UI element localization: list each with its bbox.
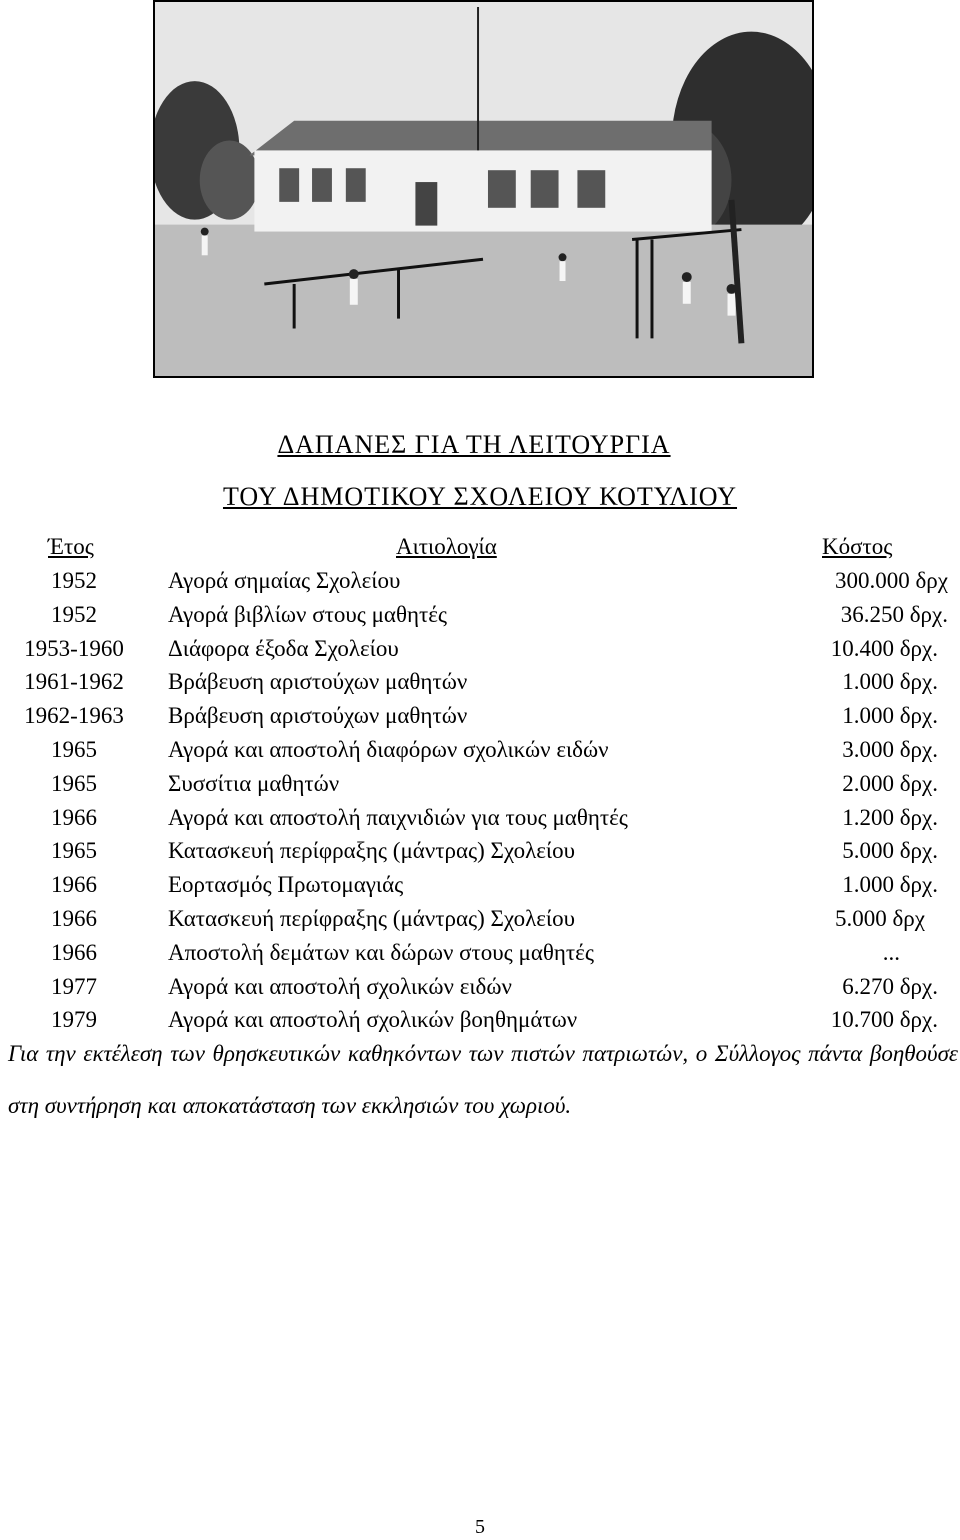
row-cost: 1.000 δρχ.	[842, 872, 938, 898]
row-cost: 5.000 δρχ.	[842, 838, 938, 864]
row-cost: ...	[882, 939, 900, 965]
row-year: 1962-1963	[24, 703, 124, 729]
row-cost: 300.000 δρχ	[834, 568, 948, 593]
row-cost: 10.700 δρχ.	[830, 1007, 938, 1033]
row-year: 1965	[51, 737, 97, 762]
row-year: 1952	[51, 568, 97, 593]
row-cost: 6.270 δρχ.	[842, 973, 938, 999]
row-year: 1966	[51, 804, 97, 830]
table-row	[0, 703, 960, 737]
row-year: 1977	[51, 973, 97, 999]
header-cost: Κόστος	[822, 534, 893, 559]
school-photo	[153, 0, 814, 378]
table-row	[0, 737, 960, 771]
row-reason: Αγορά και αποστολή σχολικών βοηθημάτων	[168, 1007, 578, 1033]
header-year: Έτος	[48, 534, 94, 559]
row-cost: 10.400 δρχ.	[830, 635, 938, 661]
table-row	[0, 636, 960, 670]
row-reason: Αγορά και αποστολή διαφόρων σχολικών ειδών	[168, 737, 609, 762]
row-cost: 1.000 δρχ.	[842, 703, 938, 729]
row-reason: Αποστολή δεμάτων και δώρων στους μαθητές	[168, 939, 594, 965]
row-year: 1979	[51, 1007, 97, 1033]
school-photo-drawing	[155, 2, 812, 376]
title-line1-text: ΔΑΠΑΝΕΣ ΓΙΑ ΤΗ ΛΕΙΤΟΥΡΓΙΑ	[277, 430, 671, 459]
row-cost: 5.000 δρχ	[834, 906, 925, 931]
table-row	[0, 771, 960, 805]
table-row	[0, 906, 960, 940]
table-header	[0, 534, 960, 568]
row-year: 1961-1962	[24, 669, 124, 695]
row-year: 1966	[51, 906, 97, 931]
table-row	[0, 974, 960, 1008]
table-row	[0, 805, 960, 839]
row-cost: 1.200 δρχ.	[842, 804, 938, 830]
row-reason: Βράβευση αριστούχων μαθητών	[168, 703, 468, 729]
title-line2-text: ΤΟΥ ΔΗΜΟΤΙΚΟΥ ΣΧΟΛΕΙΟΥ ΚΟΤΥΛΙΟΥ	[222, 482, 738, 511]
row-reason: Διάφορα έξοδα Σχολείου	[168, 635, 399, 661]
closing-note: Για την εκτέλεση των θρησκευτικών καθηκόντων των πιστών πατριωτών, ο Σύλλογος πάντα βοηθούσε στη συντήρηση και αποκατάσταση των εκκλησιών του χωριού.	[8, 1041, 958, 1118]
row-cost: 2.000 δρχ.	[842, 770, 938, 796]
row-reason: Συσσίτια μαθητών	[168, 770, 340, 796]
row-reason: Αγορά σημαίας Σχολείου	[168, 568, 401, 593]
row-cost: 1.000 δρχ.	[842, 669, 938, 695]
row-reason: Βράβευση αριστούχων μαθητών	[168, 669, 468, 695]
table-row	[0, 568, 960, 602]
row-year: 1965	[51, 838, 97, 864]
row-reason: Κατασκευή περίφραξης (μάντρας) Σχολείου	[168, 906, 575, 931]
row-reason: Αγορά και αποστολή παιχνιδιών για τους μαθητές	[168, 804, 628, 830]
document-title-line2	[0, 482, 960, 512]
row-cost: 3.000 δρχ.	[842, 737, 938, 762]
row-cost: 36.250 δρχ.	[840, 601, 948, 627]
table-row	[0, 838, 960, 872]
row-reason: Κατασκευή περίφραξης (μάντρας) Σχολείου	[168, 838, 575, 864]
table-row	[0, 940, 960, 974]
page-number: 5	[475, 1516, 485, 1538]
row-year: 1966	[51, 872, 97, 898]
document-title-line1	[0, 430, 960, 460]
table-row	[0, 872, 960, 906]
header-reason: Αιτιολογία	[396, 534, 497, 559]
table-row	[0, 669, 960, 703]
row-reason: Εορτασμός Πρωτομαγιάς	[168, 872, 404, 898]
row-reason: Αγορά και αποστολή σχολικών ειδών	[168, 973, 512, 999]
row-reason: Αγορά βιβλίων στους μαθητές	[168, 601, 448, 627]
row-year: 1966	[51, 939, 97, 965]
row-year: 1953-1960	[24, 635, 124, 661]
row-year: 1965	[51, 770, 97, 796]
table-row	[0, 602, 960, 636]
row-year: 1952	[51, 601, 97, 627]
